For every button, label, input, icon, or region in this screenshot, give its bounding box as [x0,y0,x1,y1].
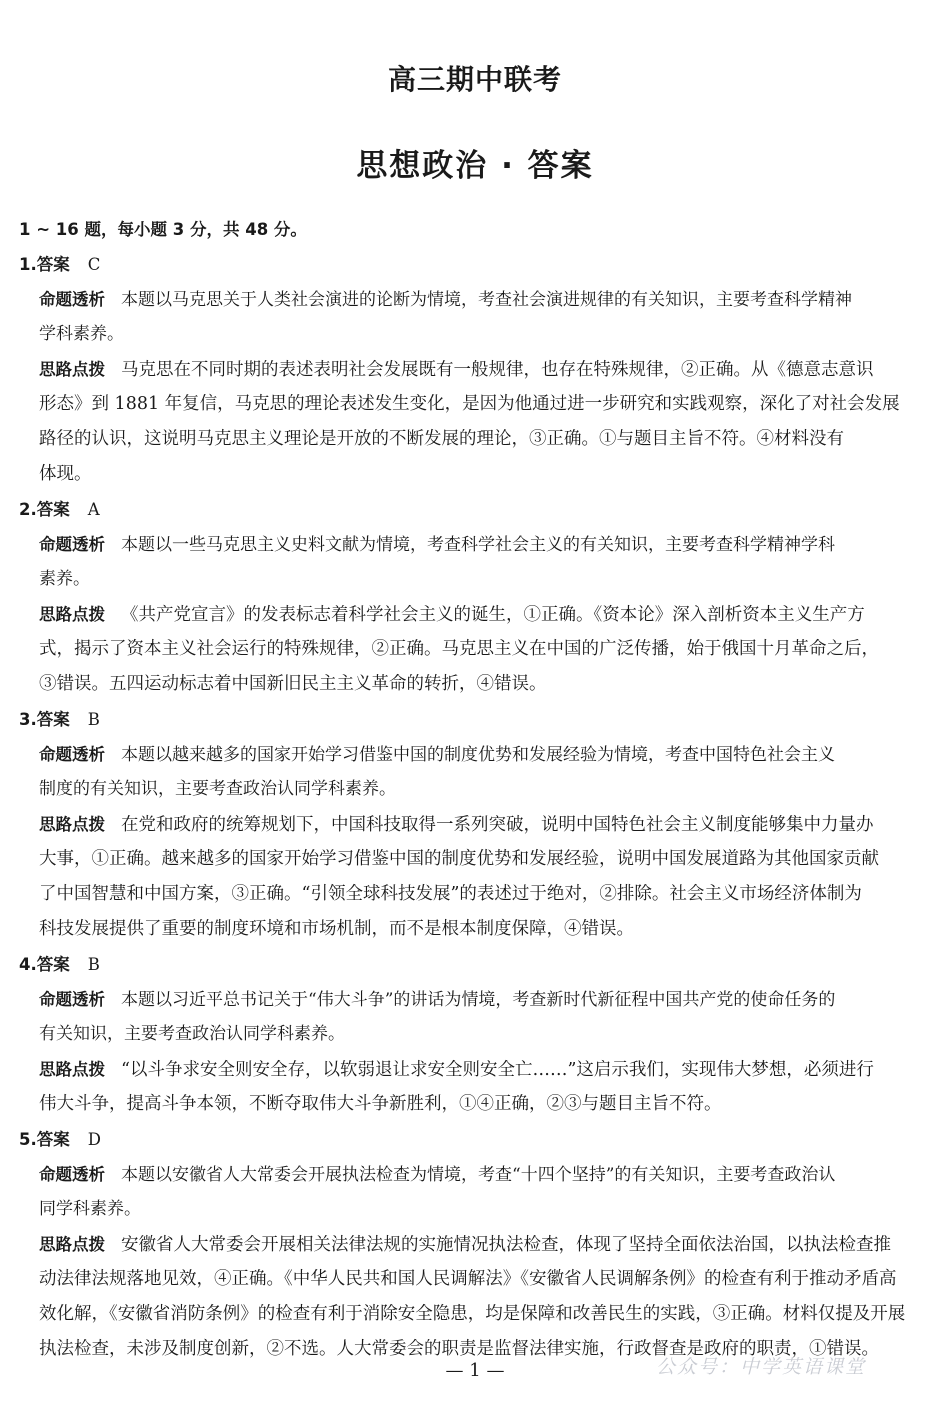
line-text: 在党和政府的统筹规划下，中国科技取得一系列突破，说明中国特色社会主义制度能够集中力量办 [121,815,874,835]
text-line [39,597,930,632]
text-line [39,562,930,597]
line-text: 本题以一些马克思主义史料文献为情境，考查科学社会主义的有关知识，主要考查科学精神学科 [121,535,835,555]
question-answer-line [19,702,930,737]
question-answer-line [19,492,930,527]
line-text: 有关知识，主要考查政治认同学科素养。 [39,1024,345,1044]
text-line [39,632,930,667]
analysis-label: 命题透析 [39,535,105,554]
text-line [39,807,930,842]
answer-choice: A [87,500,100,519]
text-line [39,1192,930,1227]
question-list [19,247,930,1367]
line-text: 本题以习近平总书记关于“伟大斗争”的讲话为情境，考查新时代新征程中国共产党的使命任务的 [121,990,836,1010]
question-number: 5. [19,1130,37,1149]
page-subtitle: 思想政治 · 答案 [356,148,594,184]
answer-choice: C [87,255,101,274]
text-line [39,667,930,702]
text-line [39,912,930,947]
line-text: 了中国智慧和中国方案，③正确。“引领全球科技发展”的表述过于绝对，②排除。社会主义市场经济体制为 [39,884,862,904]
approach-label: 思路点拨 [39,360,105,379]
question-number: 2. [19,500,37,519]
question-block [19,947,930,1122]
text-line [39,842,930,877]
analysis-paragraph [39,527,930,597]
text-line [39,282,930,317]
text-line [39,737,930,772]
line-text: 本题以越来越多的国家开始学习借鉴中国的制度优势和发展经验为情境，考查中国特色社会主义 [121,745,835,765]
line-text: 体现。 [39,464,92,484]
line-text: 伟大斗争，提高斗争本领，不断夺取伟大斗争新胜利，①④正确，②③与题目主旨不符。 [39,1094,722,1114]
approach-label: 思路点拨 [39,1060,105,1079]
approach-label: 思路点拨 [39,1235,105,1254]
answer-label: 答案 [36,500,70,519]
text-line [39,457,930,492]
line-text: 素养。 [39,569,90,589]
analysis-paragraph [39,282,930,352]
text-line [39,982,930,1017]
approach-paragraph [39,352,930,492]
text-line [39,317,930,352]
question-number: 4. [19,955,37,974]
line-text: 本题以安徽省人大常委会开展执法检查为情境，考查“十四个坚持”的有关知识，主要考查政治认 [121,1165,836,1185]
question-block [19,702,930,947]
answer-choice: B [87,710,100,729]
analysis-paragraph [39,982,930,1052]
analysis-label: 命题透析 [39,990,105,1009]
text-line [39,352,930,387]
text-line [39,1052,930,1087]
line-text: 本题以马克思关于人类社会演进的论断为情境，考查社会演进规律的有关知识，主要考查科学精神 [121,290,852,310]
answer-label: 答案 [36,955,70,974]
text-line [39,1262,930,1297]
line-text: “以斗争求安全则安全存，以软弱退让求安全则安全亡……”这启示我们，实现伟大梦想，必须进行 [121,1060,874,1080]
line-text: 《共产党宣言》的发表标志着科学社会主义的诞生，①正确。《资本论》深入剖析资本主义生产方 [121,605,865,625]
approach-label: 思路点拨 [39,815,105,834]
question-answer-line [19,947,930,982]
approach-paragraph [39,1227,930,1367]
text-line [39,387,930,422]
answer-label: 答案 [36,255,70,274]
page-number: — 1 — [445,1360,505,1381]
analysis-paragraph [39,737,930,807]
question-answer-line [19,247,930,282]
line-text: ③错误。五四运动标志着中国新旧民主主义革命的转折，④错误。 [39,674,547,694]
line-text: 马克思在不同时期的表述表明社会发展既有一般规律，也存在特殊规律，②正确。从《德意志意识 [121,360,874,380]
question-block [19,1122,930,1367]
line-text: 效化解，《安徽省消防条例》的检查有利于消除安全隐患，均是保障和改善民生的实践，③正确。材料仅提及开展 [39,1304,906,1324]
line-text: 执法检查，未涉及制度创新，②不选。人大常委会的职责是监督法律实施，行政督查是政府的职责，①错误。 [39,1339,879,1359]
page-title: 高三期中联考 [387,63,562,96]
text-line [39,1017,930,1052]
line-text: 动法律法规落地见效，④正确。《中华人民共和国人民调解法》《安徽省人民调解条例》的检查有利于推动矛盾高 [39,1269,897,1289]
line-text: 安徽省人大常委会开展相关法律法规的实施情况执法检查，体现了坚持全面依法治国，以执法检查推 [121,1235,891,1255]
answer-choice: B [87,955,100,974]
watermark: 公众号：中学英语课堂 [656,1356,867,1378]
approach-paragraph [39,597,930,702]
analysis-label: 命题透析 [39,290,105,309]
text-line [39,772,930,807]
analysis-paragraph [39,1157,930,1227]
question-block [19,492,930,702]
line-text: 路径的认识，这说明马克思主义理论是开放的不断发展的理论，③正确。①与题目主旨不符。④材料没有 [39,429,844,449]
answer-content [19,212,930,1367]
answer-choice: D [87,1130,101,1149]
line-text: 式，揭示了资本主义社会运行的特殊规律，②正确。马克思主义在中国的广泛传播，始于俄国十月革命之后， [39,639,879,659]
text-line [39,1087,930,1122]
approach-paragraph [39,807,930,947]
line-text: 大事，①正确。越来越多的国家开始学习借鉴中国的制度优势和发展经验，说明中国发展道路为其他国家贡献 [39,849,879,869]
question-answer-line [19,1122,930,1157]
analysis-label: 命题透析 [39,1165,105,1184]
question-block [19,247,930,492]
answer-label: 答案 [36,1130,70,1149]
approach-label: 思路点拨 [39,605,105,624]
analysis-label: 命题透析 [39,745,105,764]
line-text: 学科素养。 [39,324,124,344]
line-text: 制度的有关知识，主要考查政治认同学科素养。 [39,779,396,799]
text-line [39,1157,930,1192]
text-line [39,877,930,912]
line-text: 同学科素养。 [39,1199,141,1219]
scoring-intro: 1 ~ 16 题，每小题 3 分，共 48 分。 [19,220,307,239]
line-text: 科技发展提供了重要的制度环境和市场机制，而不是根本制度保障，④错误。 [39,919,634,939]
approach-paragraph [39,1052,930,1122]
answer-label: 答案 [36,710,70,729]
line-text: 形态》到 1881 年复信，马克思的理论表述发生变化，是因为他通过进一步研究和实践观察，深化了对社会发展 [39,394,900,414]
question-number: 1. [19,255,37,274]
question-number: 3. [19,710,37,729]
text-line [39,1227,930,1262]
text-line [39,422,930,457]
text-line [39,1297,930,1332]
text-line [39,527,930,562]
